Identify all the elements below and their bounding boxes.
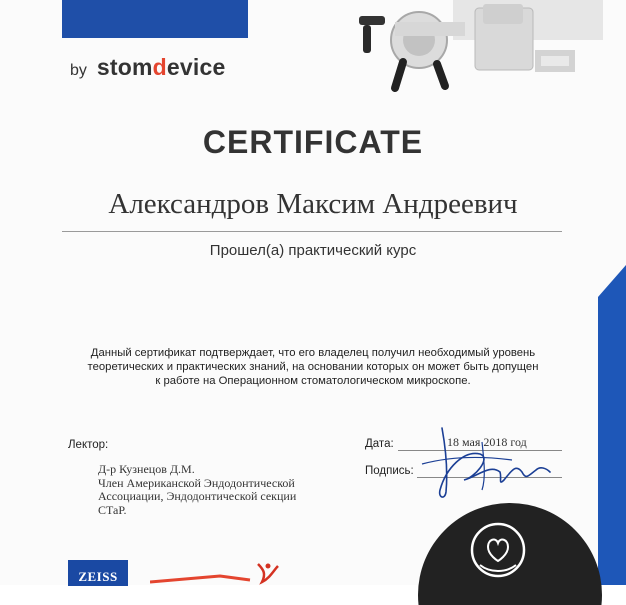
certificate-description: [70, 346, 556, 388]
description-line: теоретических и практических знаний, на основании которых он может быть допущен: [87, 361, 539, 373]
brand-name: [97, 54, 226, 81]
lecturer-line: Ассоциации, Эндодонтической секции: [98, 489, 297, 503]
stomdevice-logo: [70, 54, 225, 82]
signature-label: Подпись:: [365, 465, 414, 477]
partner-logo: [150, 560, 285, 586]
lecturer-line: СТаР.: [98, 502, 127, 517]
holder-name: Александров Максим Андреевич: [108, 188, 518, 220]
lecturer-line: Д-р Кузнецов Д.М.: [98, 462, 195, 476]
description-line: Данный сертификат подтверждает, что его владелец получил необходимый уровень: [90, 347, 536, 359]
brand-by-text: by: [70, 62, 87, 79]
lecturer-label: Лектор:: [68, 439, 109, 451]
brand-name-suffix: evice: [166, 54, 226, 80]
lecturer-info: [98, 463, 338, 517]
course-text: Прошел(а) практический курс: [209, 242, 417, 259]
brand-name-accent: d: [152, 54, 167, 80]
description-line: к работе на Операционном стоматологическом микроскопе.: [155, 375, 471, 387]
brand-name-prefix: stom: [96, 54, 153, 80]
microscope-illustration: [355, 0, 605, 95]
lecturer-line: Член Американской Эндодонтической: [98, 475, 295, 490]
date-label: Дата:: [365, 438, 394, 450]
date-value: 18 мая 2018 год: [447, 435, 527, 449]
zeiss-logo: [68, 560, 128, 586]
zeiss-logo-text: ZEISS: [78, 569, 118, 584]
company-seal: [410, 495, 610, 605]
certificate-title: CERTIFICATE: [202, 124, 424, 160]
handwritten-signature: [412, 420, 562, 505]
top-blue-banner: [62, 0, 248, 38]
name-underline: [62, 231, 562, 232]
